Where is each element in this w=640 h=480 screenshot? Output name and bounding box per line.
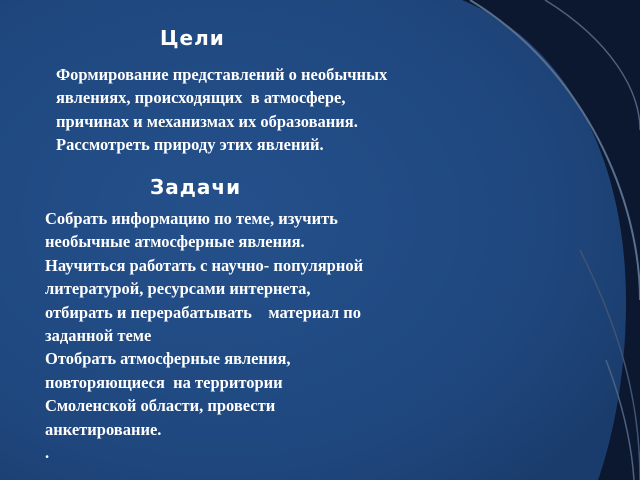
tasks-line: Собрать информацию по теме, изучить (45, 209, 338, 228)
tasks-text (45, 207, 363, 464)
tasks-line: повторяющиеся на территории (45, 372, 283, 392)
tasks-line: анкетирование. (45, 419, 162, 439)
goals-line: Рассмотреть природу этих явлений. (56, 135, 324, 155)
tasks-line: Научиться работать с научно- популярной (45, 255, 364, 275)
goals-line: Формирование представлений о необычных (56, 65, 388, 84)
tasks-line: отбирать и перерабатывать материал по (45, 302, 361, 322)
tasks-line: заданной теме (45, 326, 152, 346)
tasks-heading: Задачи (150, 175, 242, 199)
goals-line: причинах и механизмах их образования. (56, 111, 358, 131)
tasks-line: Отобрать атмосферные явления, (45, 349, 291, 369)
tasks-line: литературой, ресурсами интернета, (45, 279, 311, 299)
goals-text (56, 63, 387, 157)
goals-heading: Цели (160, 26, 225, 50)
tasks-line: необычные атмосферные явления. (45, 232, 305, 252)
tasks-line: Смоленской области, провести (45, 396, 276, 416)
goals-line: явлениях, происходящих в атмосфере, (56, 88, 346, 108)
tasks-line: . (45, 443, 50, 463)
